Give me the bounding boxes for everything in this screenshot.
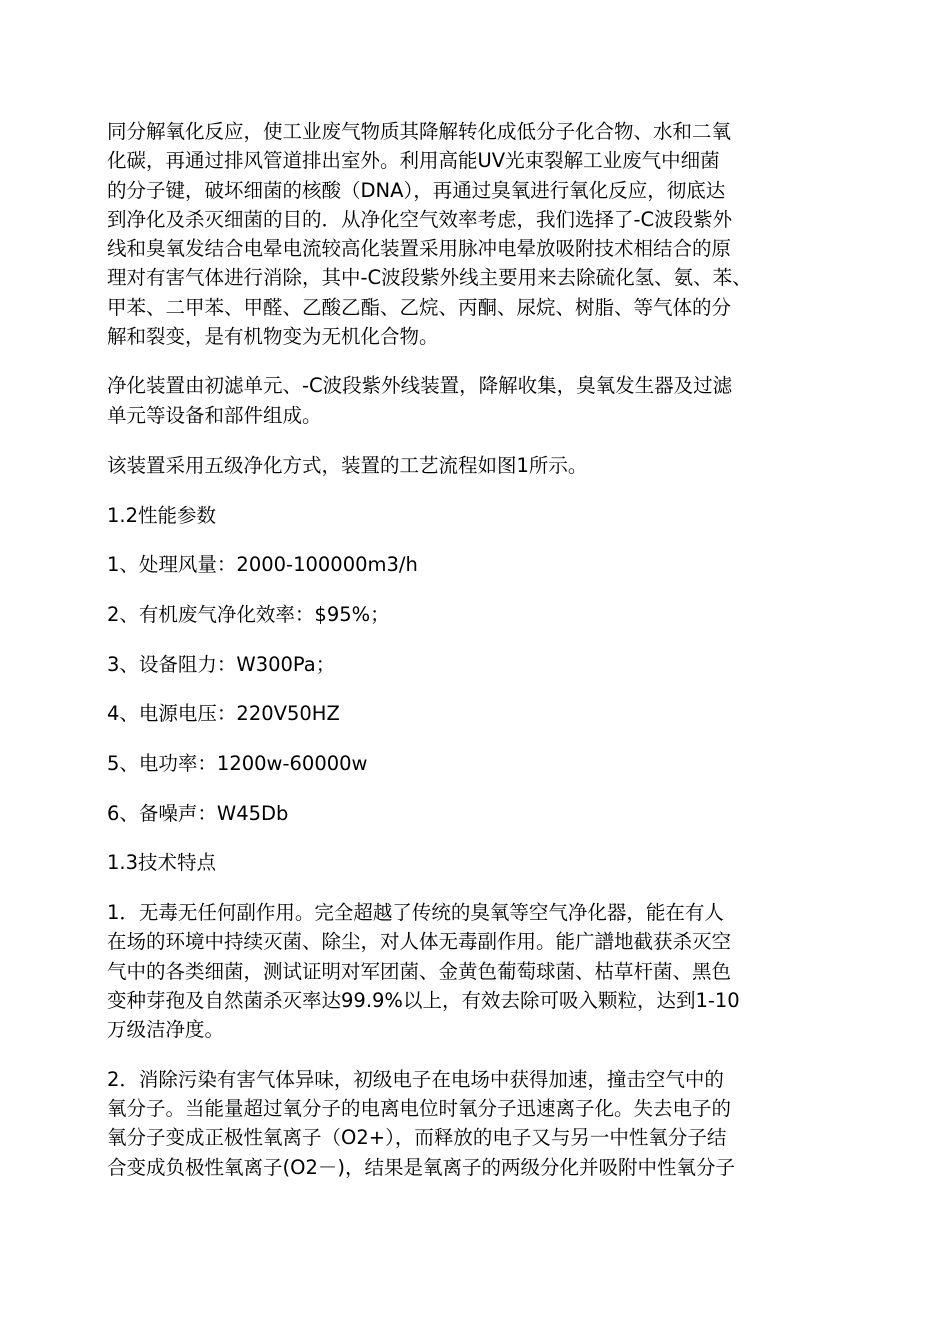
text-line: 的分子键，破坏细菌的核酸（DNA），再通过臭氧进行氧化反应，彻底达: [107, 178, 726, 202]
text-line: 单元等设备和部件组成。: [107, 403, 322, 427]
text-line: 1．无毒无任何副作用。完全超越了传统的臭氧等空气净化器，能在有人: [107, 901, 724, 925]
paragraph-device: [107, 371, 847, 430]
document-page: [107, 117, 847, 1182]
text-line: 理对有害气体进行消除，其中-C波段紫外线主要用来去除硫化氢、氨、苯、: [107, 266, 752, 290]
param-item: 3、设备阻力：W300Pa；: [107, 652, 336, 676]
text-line: 甲苯、二甲苯、甲醛、乙酸乙酯、乙烷、丙酮、尿烷、树脂、等气体的分: [107, 295, 732, 319]
heading-performance: 1.2性能参数: [107, 503, 217, 527]
heading-features: 1.3技术特点: [107, 851, 217, 875]
text-line: 合变成负极性氧离子(O2－)，结果是氧离子的两级分化并吸附中性氧分子: [107, 1155, 735, 1179]
text-line: 2．消除污染有害气体异味，初级电子在电场中获得加速，撞击空气中的: [107, 1067, 724, 1091]
param-item: 5、电功率：1200w-60000w: [107, 752, 368, 776]
paragraph-process: 该装置采用五级净化方式，装置的工艺流程如图1所示。: [107, 453, 588, 477]
paragraph-intro: [107, 117, 847, 351]
text-line: 同分解氧化反应，使工业废气物质其降解转化成低分子化合物、水和二氧: [107, 120, 732, 143]
text-line: 解和裂变，是有机物变为无机化合物。: [107, 325, 439, 349]
param-item: 1、处理风量：2000-100000m3/h: [107, 553, 418, 577]
param-item: 4、电源电压：220V50HZ: [107, 702, 340, 726]
text-line: 氧分子变成正极性氧离子（O2+），而释放的电子又与另一中性氧分子结: [107, 1126, 727, 1150]
text-line: 到净化及杀灭细菌的目的．从净化空气效率考虑，我们选择了-C波段紫外: [107, 207, 733, 231]
text-line: 化碳，再通过排风管道排出室外。利用高能UV光束裂解工业废气中细菌: [107, 149, 720, 173]
text-line: 线和臭氧发结合电晕电流较高化装置采用脉冲电晕放吸附技术相结合的原: [107, 237, 732, 261]
paragraph-feature-1: [107, 898, 847, 1044]
param-item: 6、备噪声：W45Db: [107, 801, 289, 825]
text-line: 气中的各类细菌，测试证明对军团菌、金黄色葡萄球菌、枯草杆菌、黑色: [107, 959, 732, 983]
paragraph-feature-2: [107, 1065, 847, 1182]
text-line: 氧分子。当能量超过氧分子的电离电位时氧分子迅速离子化。失去电子的: [107, 1096, 732, 1120]
param-item: 2、有机废气净化效率：$95%；: [107, 603, 390, 627]
text-line: 变种芽孢及自然菌杀灭率达99.9%以上，有效去除可吸入颗粒，达到1-10: [107, 989, 740, 1013]
text-line: 净化装置由初滤单元、-C波段紫外线装置，降解收集，臭氧发生器及过滤: [107, 374, 733, 398]
text-line: 在场的环境中持续灭菌、除尘，对人体无毒副作用。能广譜地截获杀灭空: [107, 930, 732, 954]
text-line: 万级洁净度。: [107, 1018, 225, 1042]
